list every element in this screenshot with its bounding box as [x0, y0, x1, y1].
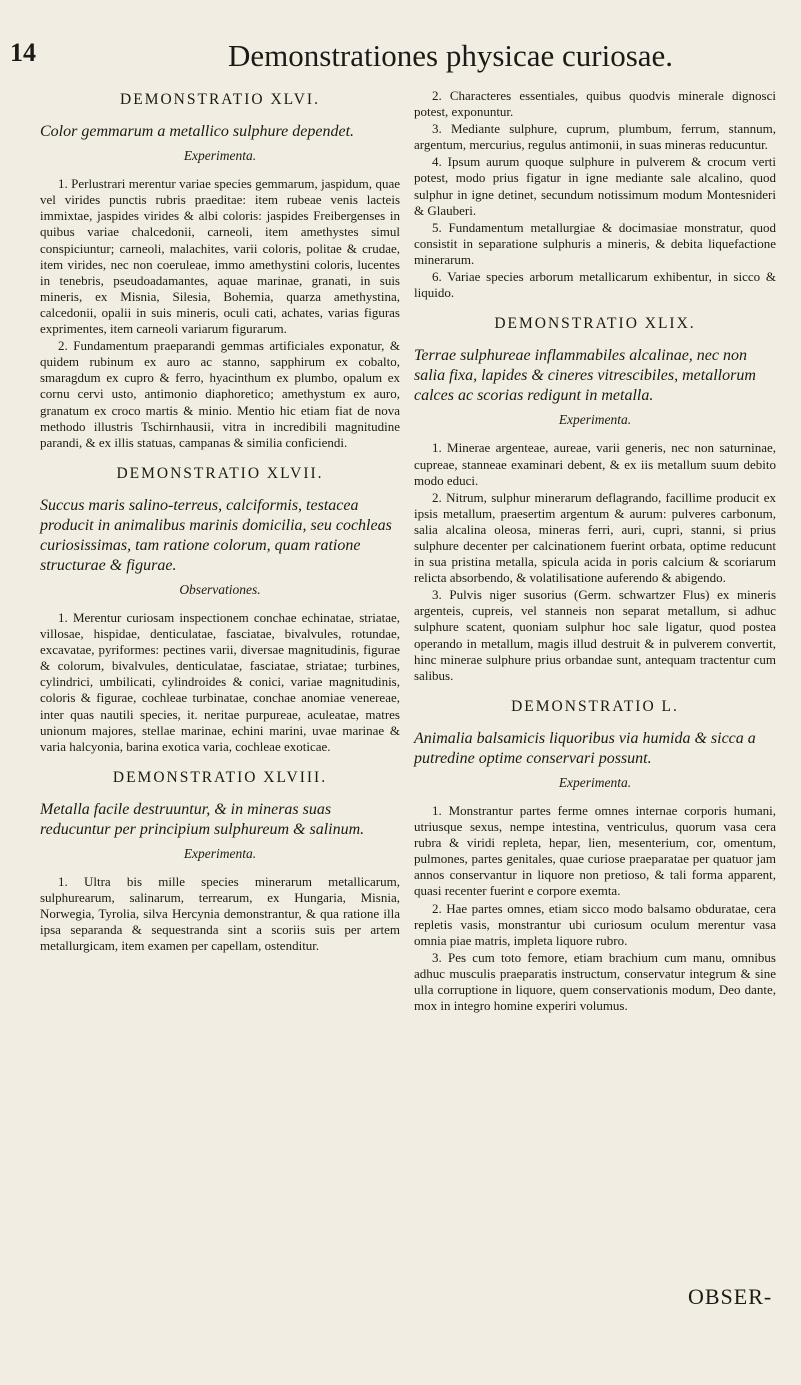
- demonstration-heading: DEMONSTRATIO XLVII.: [116, 464, 324, 482]
- right-column: [414, 88, 776, 1015]
- section-subtitle: Experimenta.: [558, 774, 632, 790]
- section-xlviii-continued: [414, 88, 776, 301]
- demonstration-heading: DEMONSTRATIO L.: [511, 697, 679, 715]
- section-l: [414, 699, 776, 1014]
- demonstration-title: Succus maris salino-terreus, calciformis, testacea producit in animalibus marinis domicilia, seu cochleas curiosissimas, tam ratione colorum, quam ratione structurae & figurae.: [40, 496, 392, 574]
- running-title: Demonstrationes physicae curiosae.: [228, 38, 674, 73]
- demonstration-heading: DEMONSTRATIO XLIX.: [494, 315, 696, 333]
- catchword: OBSER-: [688, 1284, 773, 1309]
- paragraph: 1. Merentur curiosam inspectionem conchae echinatae, striatae, villosae, hispidae, denticulatae, fasciatae, bivalvules, rotundae, excavatae, pyriformes: pectines varii, diversae magnitudinis, figurae & colorum, bivalvules, denticulatae, fasciatae, striatae; turbines, cylindrici, umbilicati, cylindroides & conici, variae magnitudinis, coloris & figurae, cochleae turbinatae, conchae anomiae venereae, inter quas nautili species, it. neritae purpureae, aculeatae, matres unionum majores, stellae marinae, echini marini, uvae marinae & varia halcyonia, barina exotica varia, cochleae exoticae.: [40, 609, 400, 754]
- paragraph: 6. Variae species arborum metallicarum exhibentur, in sicco & liquido.: [414, 269, 776, 301]
- paragraph: 1. Ultra bis mille species minerarum metallicarum, sulphurearum, salinarum, terrearum, ex Hungaria, Misnia, Norwegia, Tyrolia, silva Hercynia demonstrantur, & qua ratione illa ipsa separanda & sequestranda sint a scoriis suis per artem metallurgicam, item examen per capellam, ostenditur.: [40, 874, 400, 954]
- demonstration-heading: DEMONSTRATIO XLVIII.: [112, 768, 328, 786]
- section-subtitle: Experimenta.: [183, 148, 257, 164]
- demonstration-title: Metalla facile destruuntur, & in mineras suas reducuntur per principium sulphureum & salinum.: [40, 800, 365, 838]
- section-subtitle: Experimenta.: [183, 845, 257, 861]
- page-header: [0, 38, 801, 78]
- paragraph: 2. Nitrum, sulphur minerarum deflagrando, facillime producit ex ipsis metallum, praesertim argentum & aurum: pulveres carbonum, salia alcalina oleosa, mineras ferri, auri, cupri, stanni, si prius sulphure decenter per calcinationem fuerint orbata, optime reducunt in sua pristina metalla, spicula acida in poris calcium & scoriarum relicta absorbendo, & volatilisatione auferendo & abigendo.: [414, 489, 776, 586]
- section-subtitle: Observationes.: [179, 581, 261, 597]
- paragraph: 3. Pulvis niger susorius (Germ. schwartzer Flus) ex mineris argenteis, cupreis, vel stanneis non separat metallum, si adhuc sulphure scatent, quoniam sulphur hoc sale ligatur, quod postea operando in metallum, magis illud destruit & in pulverem convertit, hinc minerae sulphure prius orbandae sunt, antequam tractentur cum salibus.: [414, 587, 776, 683]
- paragraph: 1. Perlustrari merentur variae species gemmarum, jaspidum, quae vel virides punctis rubris praeditae: item rubeae venis lacteis immixtae, jaspides virides & albi coloris: jaspides Freibergenses in quibus variae chalcedonii, carneoli, item amethystes simul conspiciuntur; carneoli, malachites, varii coloris, politae & crudae, item virides, nec non coeruleae, immo amethystini coloris, lucentes in tenebris, pseudoadamantes, aquae marinae, granati, in suis mineris, ex Misnia, Silesia, Bohemia, quarza amethystina, calcedonii, opalii in suis mineris, oculi cati, achates, varias figuras exprimentes, item carneoli variarum figurarum.: [40, 176, 400, 337]
- page-number: 14: [10, 38, 36, 67]
- paragraph: 1. Monstrantur partes ferme omnes internae corporis humani, utriusque sexus, nempe intestina, ventriculus, quorum vasa cera rubra & viridi repleta, hepar, lien, mesenterium, cor, omentum, pulmones, partes genitales, quae curiose praeparatae per quatuor jam annos conservantur in liquore non pretioso, & tali forma apparent, quasi recenter fuerint e corpore exemta.: [414, 803, 776, 899]
- paragraph: 2. Fundamentum praeparandi gemmas artificiales exponatur, & quidem rubinum ex auro ac stanno, sapphirum ex cobalto, smaragdum ex cupro & ferro, hyacinthum ex plumbo, opalum ex cornu cervi usto, antimonio diaphoretico; amethystum ex auro, granatum ex croco martis & minio. Mentio hic etiam fiat de nova methodo illustris Tschirnhausii, vitra in incredibili magnitudine parandi, & ex illis statuas, campanas & similia conficiendi.: [40, 338, 400, 450]
- demonstration-heading: DEMONSTRATIO XLVI.: [120, 91, 320, 108]
- left-column: [40, 88, 400, 955]
- section-xlvii: [40, 466, 400, 755]
- section-xlix: [414, 316, 776, 684]
- paragraph: 3. Mediante sulphure, cuprum, plumbum, ferrum, stannum, argentum, mercurius, regulus antimonii, in suas mineras reducuntur.: [414, 121, 776, 153]
- demonstration-title: Color gemmarum a metallico sulphure dependet.: [40, 123, 355, 141]
- section-xlviii: [40, 770, 400, 955]
- section-subtitle: Experimenta.: [558, 412, 632, 428]
- paragraph: 3. Pes cum toto femore, etiam brachium cum manu, omnibus adhuc musculis praeparatis instructum, conservatur integrum & sine ulla corruptione in liquore, quem conservationis modum, Deo dante, mox in integro homine experiri volumus.: [414, 949, 776, 1014]
- paragraph: 2. Characteres essentiales, quibus quodvis minerale dignosci potest, exponuntur.: [414, 88, 776, 120]
- paragraph: 1. Minerae argenteae, aureae, varii generis, nec non saturninae, cupreae, stanneae examinari debent, & ex iis metallum suum debito modo educi.: [414, 440, 776, 488]
- section-xlvi: [40, 92, 400, 451]
- demonstration-title: Animalia balsamicis liquoribus via humida & sicca a putredine optime conservari possunt.: [414, 729, 756, 767]
- paragraph: 4. Ipsum aurum quoque sulphure in pulverem & crocum verti potest, modo prius figatur in igne mediante sale alcalino, quod sulphur in igne detinet, secundum notissimum modum Montesnideri & Glauberi.: [414, 154, 776, 218]
- paragraph: 2. Hae partes omnes, etiam sicco modo balsamo obduratae, cera repletis vasis, monstrantur ubi curiosum oculum merentur vasa omnia piae matris, impleta liquore rubro.: [414, 900, 776, 948]
- demonstration-title: Terrae sulphureae inflammabiles alcalinae, nec non salia fixa, lapides & cineres vitrescibiles, metallorum calces ac scorias redigunt in metalla.: [414, 347, 756, 405]
- paragraph: 5. Fundamentum metallurgiae & docimasiae monstratur, quod consistit in separatione sulphuris a mineris, & debita liquefactione minerarum.: [414, 219, 776, 267]
